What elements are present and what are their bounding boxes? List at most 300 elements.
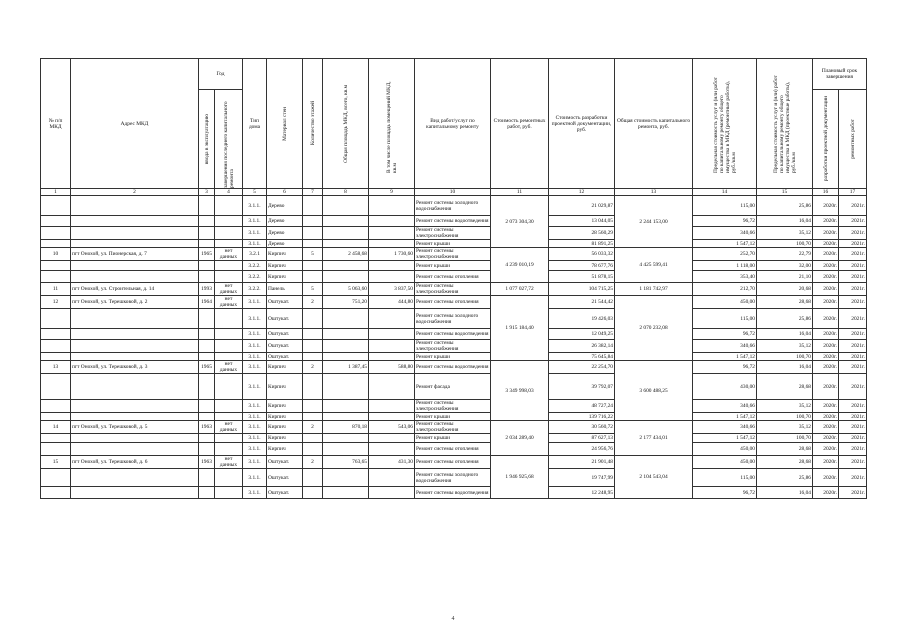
table-cell: Панель bbox=[267, 283, 303, 296]
total-cost-total: 4 425 599,41 bbox=[615, 248, 693, 283]
table-cell bbox=[71, 469, 199, 487]
table-cell: 340,66 bbox=[693, 227, 757, 240]
table-cell: 139 716,22 bbox=[549, 413, 615, 421]
table-cell bbox=[323, 353, 369, 361]
table-cell: Кирпич bbox=[267, 271, 303, 283]
table-cell bbox=[199, 413, 215, 421]
table-cell bbox=[41, 271, 71, 283]
table-cell bbox=[215, 374, 243, 400]
table-cell bbox=[303, 271, 323, 283]
table-cell bbox=[323, 329, 369, 340]
table-cell: 5 bbox=[303, 248, 323, 261]
table-cell: 212,70 bbox=[693, 283, 757, 296]
table-cell: 15 bbox=[41, 456, 71, 469]
table-cell bbox=[323, 240, 369, 248]
table-cell: 2020г. bbox=[813, 400, 839, 413]
table-cell bbox=[41, 443, 71, 456]
table-cell bbox=[215, 216, 243, 227]
table-cell: 2021г. bbox=[839, 340, 867, 353]
table-cell bbox=[71, 216, 199, 227]
table-cell: Ремонт системы холодного водоснабжения bbox=[415, 309, 491, 329]
table-cell: 3.1.1. bbox=[243, 309, 267, 329]
table-cell: 2020г. bbox=[813, 261, 839, 271]
table-cell: 2021г. bbox=[839, 487, 867, 499]
table-cell: 2 bbox=[303, 296, 323, 309]
table-cell bbox=[323, 340, 369, 353]
table-cell bbox=[369, 271, 415, 283]
table-cell: 2021г. bbox=[839, 196, 867, 216]
table-cell: Ремонт фасада bbox=[415, 374, 491, 400]
table-cell: 2020г. bbox=[813, 487, 839, 499]
table-cell bbox=[71, 434, 199, 443]
table-cell bbox=[41, 216, 71, 227]
header-planned-repair: ремонтных работ bbox=[839, 90, 867, 189]
table-cell bbox=[41, 227, 71, 240]
table-cell: Ремонт системы отопления bbox=[415, 296, 491, 309]
table-cell bbox=[71, 271, 199, 283]
table-cell: Ремонт системы отопления bbox=[415, 443, 491, 456]
table-cell bbox=[199, 227, 215, 240]
table-cell: Ремонт системы отопления bbox=[415, 456, 491, 469]
table-cell: 2021г. bbox=[839, 261, 867, 271]
table-cell bbox=[303, 413, 323, 421]
table-cell bbox=[199, 216, 215, 227]
header-residential-area: В том числе площадь помещений МКД, кв.м bbox=[369, 59, 415, 189]
table-cell: 19 747,99 bbox=[549, 469, 615, 487]
table-cell: 12 049,25 bbox=[549, 329, 615, 340]
table-cell: 28,68 bbox=[757, 296, 813, 309]
table-cell: 3.1.1. bbox=[243, 296, 267, 309]
table-row bbox=[41, 283, 867, 296]
table-cell bbox=[369, 261, 415, 271]
header-work-type: Вид работ/услуг по капитальному ремонту bbox=[415, 59, 491, 189]
table-cell: 96,72 bbox=[693, 216, 757, 227]
table-cell bbox=[303, 469, 323, 487]
header-year: Год bbox=[199, 59, 243, 90]
table-cell: 2021г. bbox=[839, 227, 867, 240]
table-cell bbox=[323, 400, 369, 413]
table-cell: 2020г. bbox=[813, 271, 839, 283]
table-cell: 24 956,76 bbox=[549, 443, 615, 456]
table-cell bbox=[215, 340, 243, 353]
table-cell: 2020г. bbox=[813, 456, 839, 469]
table-cell: 2020г. bbox=[813, 227, 839, 240]
column-number: 1 bbox=[41, 189, 71, 196]
table-cell bbox=[323, 271, 369, 283]
column-number: 2 bbox=[71, 189, 199, 196]
table-row bbox=[41, 487, 867, 499]
table-cell: 2021г. bbox=[839, 374, 867, 400]
table-cell: 1 547,12 bbox=[693, 434, 757, 443]
repair-table bbox=[40, 58, 867, 499]
table-cell: 5 bbox=[303, 283, 323, 296]
total-cost-total: 2 104 543,04 bbox=[615, 456, 693, 499]
table-cell: 543,06 bbox=[369, 421, 415, 434]
table-cell: Кирпич bbox=[267, 400, 303, 413]
table-cell bbox=[369, 413, 415, 421]
cost-repair-total: 1 946 925,68 bbox=[491, 456, 549, 499]
table-cell: 2020г. bbox=[813, 443, 839, 456]
table-cell: Ремонт системы электроснабжения bbox=[415, 248, 491, 261]
table-cell: нет данных bbox=[215, 248, 243, 261]
table-cell bbox=[71, 240, 199, 248]
table-cell: 1 547,12 bbox=[693, 413, 757, 421]
table-row bbox=[41, 413, 867, 421]
table-cell bbox=[303, 196, 323, 216]
table-cell bbox=[215, 413, 243, 421]
table-cell: пгт Онохой, ул. Пионерская, д. 7 bbox=[71, 248, 199, 261]
table-cell: Ремонт системы водоотведения bbox=[415, 329, 491, 340]
column-number: 9 bbox=[369, 189, 415, 196]
table-cell: 340,66 bbox=[693, 421, 757, 434]
table-cell: 5 063,60 bbox=[323, 283, 369, 296]
table-cell bbox=[303, 329, 323, 340]
table-cell: 3.1.1. bbox=[243, 240, 267, 248]
table-cell: Ремонт системы водоотведения bbox=[415, 216, 491, 227]
table-cell: 3.1.1. bbox=[243, 469, 267, 487]
column-number: 14 bbox=[693, 189, 757, 196]
table-row bbox=[41, 309, 867, 329]
table-cell bbox=[323, 216, 369, 227]
table-cell: 3.1.1. bbox=[243, 361, 267, 374]
table-cell: 51 878,15 bbox=[549, 271, 615, 283]
table-cell bbox=[369, 353, 415, 361]
table-cell bbox=[303, 309, 323, 329]
table-cell: Ремонт крыши bbox=[415, 434, 491, 443]
header-limit-cost-design: Предельная стоимость услуг и (или) работ по капитальному ремонту общего имущества в МКД (проектные работы), руб./кв.м bbox=[757, 59, 813, 189]
table-cell bbox=[71, 374, 199, 400]
table-cell: 100,70 bbox=[757, 240, 813, 248]
table-cell bbox=[303, 353, 323, 361]
table-cell: 2020г. bbox=[813, 329, 839, 340]
table-cell: 3 837,50 bbox=[369, 283, 415, 296]
table-cell bbox=[369, 196, 415, 216]
table-cell: 96,72 bbox=[693, 487, 757, 499]
column-number-row bbox=[41, 189, 867, 196]
table-cell bbox=[71, 196, 199, 216]
table-cell: 115,00 bbox=[693, 469, 757, 487]
table-cell: 2020г. bbox=[813, 434, 839, 443]
table-row bbox=[41, 261, 867, 271]
table-cell: 430,00 bbox=[693, 374, 757, 400]
table-cell bbox=[215, 309, 243, 329]
table-cell: 21 029,87 bbox=[549, 196, 615, 216]
table-cell: 2021г. bbox=[839, 329, 867, 340]
table-cell: 1 730,60 bbox=[369, 248, 415, 261]
table-cell: Ремонт системы холодного водоснабжения bbox=[415, 196, 491, 216]
table-cell: 96,72 bbox=[693, 329, 757, 340]
table-cell: 28 560,29 bbox=[549, 227, 615, 240]
table-cell: Ремонт системы электроснабжения bbox=[415, 227, 491, 240]
table-cell: 1965 bbox=[199, 248, 215, 261]
header-year-last-repair: завершения последнего капитального ремонта bbox=[215, 90, 243, 189]
table-cell bbox=[323, 487, 369, 499]
table-cell: 3.1.1. bbox=[243, 340, 267, 353]
table-cell: 763,65 bbox=[323, 456, 369, 469]
column-number: 11 bbox=[491, 189, 549, 196]
table-cell: 3.1.1. bbox=[243, 196, 267, 216]
table-cell bbox=[71, 353, 199, 361]
table-cell: 13 044,05 bbox=[549, 216, 615, 227]
header-cost-design: Стоимость разработки проектной документации, руб. bbox=[549, 59, 615, 189]
table-cell: 2 bbox=[303, 456, 323, 469]
table-cell: Оштукат. bbox=[267, 353, 303, 361]
table-cell: 3.1.1. bbox=[243, 421, 267, 434]
table-cell: 2020г. bbox=[813, 309, 839, 329]
table-cell: 1 547,12 bbox=[693, 240, 757, 248]
table-cell: 2021г. bbox=[839, 400, 867, 413]
header-limit-cost: Предельная стоимость услуг и (или работ по капитальному ремонту общего имущества в МКД (ремонтные работы), руб./кв.м bbox=[693, 59, 757, 189]
table-cell: 30 560,72 bbox=[549, 421, 615, 434]
table-body bbox=[41, 196, 867, 499]
table-cell: 1963 bbox=[199, 421, 215, 434]
column-number: 12 bbox=[549, 189, 615, 196]
table-cell bbox=[215, 227, 243, 240]
table-row bbox=[41, 216, 867, 227]
table-cell: 25,86 bbox=[757, 196, 813, 216]
table-row bbox=[41, 361, 867, 374]
table-cell: 2021г. bbox=[839, 456, 867, 469]
table-cell: Дерево bbox=[267, 240, 303, 248]
table-cell: Ремонт системы холодного водоснабжения bbox=[415, 469, 491, 487]
column-number: 15 bbox=[757, 189, 813, 196]
table-cell: 431,30 bbox=[369, 456, 415, 469]
table-cell: 2020г. bbox=[813, 374, 839, 400]
table-cell: 35,12 bbox=[757, 400, 813, 413]
table-cell: 2020г. bbox=[813, 340, 839, 353]
table-cell: 32,00 bbox=[757, 261, 813, 271]
table-row bbox=[41, 443, 867, 456]
header-num: № п/п МКД bbox=[41, 59, 71, 189]
table-cell: 3.1.1. bbox=[243, 400, 267, 413]
total-cost-total: 2 070 232,08 bbox=[615, 296, 693, 361]
table-cell: 104 715,25 bbox=[549, 283, 615, 296]
table-cell: 2021г. bbox=[839, 469, 867, 487]
table-cell bbox=[199, 374, 215, 400]
table-cell: 3.1.1. bbox=[243, 353, 267, 361]
table-cell bbox=[199, 353, 215, 361]
table-cell: 2021г. bbox=[839, 361, 867, 374]
table-cell: 1 547,12 bbox=[693, 353, 757, 361]
table-cell: 3.1.1. bbox=[243, 227, 267, 240]
table-cell bbox=[199, 443, 215, 456]
table-cell bbox=[199, 340, 215, 353]
table-cell: Оштукат. bbox=[267, 309, 303, 329]
table-cell: 3.2.2. bbox=[243, 271, 267, 283]
table-cell: 13 bbox=[41, 361, 71, 374]
table-cell: 2021г. bbox=[839, 296, 867, 309]
table-cell: 78 677,76 bbox=[549, 261, 615, 271]
table-cell: 2020г. bbox=[813, 240, 839, 248]
table-row bbox=[41, 271, 867, 283]
table-cell bbox=[41, 434, 71, 443]
table-cell: 2021г. bbox=[839, 283, 867, 296]
table-cell: Оштукат. bbox=[267, 329, 303, 340]
table-cell bbox=[41, 374, 71, 400]
table-cell: 75 645,84 bbox=[549, 353, 615, 361]
table-cell: 100,70 bbox=[757, 353, 813, 361]
table-cell: 12 bbox=[41, 296, 71, 309]
column-number: 4 bbox=[215, 189, 243, 196]
table-cell: 21 544,42 bbox=[549, 296, 615, 309]
table-cell: 450,00 bbox=[693, 443, 757, 456]
table-cell bbox=[199, 240, 215, 248]
table-cell: 21,10 bbox=[757, 271, 813, 283]
table-cell: 3.1.1. bbox=[243, 456, 267, 469]
table-cell bbox=[323, 413, 369, 421]
table-cell bbox=[303, 261, 323, 271]
table-cell: 22,79 bbox=[757, 248, 813, 261]
table-cell: 2 458,68 bbox=[323, 248, 369, 261]
table-cell bbox=[323, 261, 369, 271]
table-cell: 2021г. bbox=[839, 443, 867, 456]
page-number: 4 bbox=[451, 616, 455, 622]
table-cell bbox=[71, 261, 199, 271]
document-page bbox=[40, 58, 866, 583]
table-row bbox=[41, 353, 867, 361]
table-cell: 3.1.1. bbox=[243, 434, 267, 443]
table-cell: 3.1.1. bbox=[243, 413, 267, 421]
table-cell bbox=[369, 434, 415, 443]
table-cell bbox=[323, 309, 369, 329]
table-cell bbox=[41, 309, 71, 329]
table-cell bbox=[369, 443, 415, 456]
table-cell: Оштукат. bbox=[267, 296, 303, 309]
table-cell bbox=[41, 353, 71, 361]
table-cell: 28,68 bbox=[757, 443, 813, 456]
table-cell: 56 033,32 bbox=[549, 248, 615, 261]
table-cell bbox=[323, 443, 369, 456]
table-cell: 751,20 bbox=[323, 296, 369, 309]
table-cell bbox=[199, 434, 215, 443]
table-cell: 100,70 bbox=[757, 413, 813, 421]
header-cost-repair: Стоимость ремонтных работ, руб. bbox=[491, 59, 549, 189]
table-cell: пгт Онохой, ул. Терешковой, д. 5 bbox=[71, 421, 199, 434]
table-cell bbox=[323, 196, 369, 216]
table-cell: Ремонт крыши bbox=[415, 261, 491, 271]
table-row bbox=[41, 421, 867, 434]
table-cell: 2020г. bbox=[813, 421, 839, 434]
total-cost-total: 2 244 153,00 bbox=[615, 196, 693, 248]
table-cell: 2021г. bbox=[839, 240, 867, 248]
table-cell bbox=[369, 400, 415, 413]
table-cell: Ремонт системы электроснабжения bbox=[415, 340, 491, 353]
table-cell bbox=[41, 261, 71, 271]
table-cell: 1963 bbox=[199, 456, 215, 469]
table-cell: 35,12 bbox=[757, 340, 813, 353]
table-cell bbox=[369, 469, 415, 487]
table-cell bbox=[303, 487, 323, 499]
table-cell: 3.1.1. bbox=[243, 443, 267, 456]
column-number: 3 bbox=[199, 189, 215, 196]
table-cell bbox=[369, 227, 415, 240]
table-cell bbox=[215, 469, 243, 487]
table-cell: 1993 bbox=[199, 283, 215, 296]
table-cell: 3.1.1. bbox=[243, 374, 267, 400]
header-planned-design: разработки проектной документации bbox=[813, 90, 839, 189]
table-cell: 2021г. bbox=[839, 309, 867, 329]
table-cell bbox=[41, 329, 71, 340]
table-cell: Ремонт системы электроснабжения bbox=[415, 421, 491, 434]
cost-repair-total: 4 239 010,19 bbox=[491, 248, 549, 283]
table-cell: 39 792,07 bbox=[549, 374, 615, 400]
column-number: 7 bbox=[303, 189, 323, 196]
table-cell: 2020г. bbox=[813, 283, 839, 296]
table-row bbox=[41, 469, 867, 487]
table-cell bbox=[199, 309, 215, 329]
table-cell: 1 077 027,72 bbox=[491, 283, 549, 296]
table-cell bbox=[215, 487, 243, 499]
table-cell bbox=[215, 353, 243, 361]
table-row bbox=[41, 248, 867, 261]
table-cell: Кирпич bbox=[267, 361, 303, 374]
table-cell: 2020г. bbox=[813, 361, 839, 374]
table-cell: 20,68 bbox=[757, 283, 813, 296]
table-cell: 81 891,25 bbox=[549, 240, 615, 248]
table-cell bbox=[215, 271, 243, 283]
table-cell bbox=[71, 487, 199, 499]
table-cell bbox=[215, 240, 243, 248]
table-cell bbox=[369, 329, 415, 340]
table-cell: 21 901,48 bbox=[549, 456, 615, 469]
table-cell: 2020г. bbox=[813, 469, 839, 487]
table-cell bbox=[303, 240, 323, 248]
table-cell: нет данных bbox=[215, 456, 243, 469]
table-cell: 2021г. bbox=[839, 421, 867, 434]
table-cell: 16,04 bbox=[757, 487, 813, 499]
table-cell: Кирпич bbox=[267, 374, 303, 400]
table-cell: 2020г. bbox=[813, 248, 839, 261]
table-cell: Ремонт системы отопления bbox=[415, 271, 491, 283]
table-cell: 2020г. bbox=[813, 296, 839, 309]
table-cell bbox=[71, 309, 199, 329]
table-cell: 14 bbox=[41, 421, 71, 434]
table-cell bbox=[323, 227, 369, 240]
table-cell: пгт Онохой, ул. Терешковой, д. 2 bbox=[71, 296, 199, 309]
table-cell: 252,70 bbox=[693, 248, 757, 261]
table-cell bbox=[303, 374, 323, 400]
table-cell: 1965 bbox=[199, 361, 215, 374]
table-cell bbox=[369, 216, 415, 227]
table-cell: Кирпич bbox=[267, 421, 303, 434]
table-row bbox=[41, 240, 867, 248]
table-cell: Кирпич bbox=[267, 248, 303, 261]
table-cell: пгт Онохой, ул. Терешковой, д. 6 bbox=[71, 456, 199, 469]
table-cell: Кирпич bbox=[267, 443, 303, 456]
table-cell: Ремонт крыши bbox=[415, 240, 491, 248]
table-cell: 2021г. bbox=[839, 271, 867, 283]
table-cell: 48 727,24 bbox=[549, 400, 615, 413]
table-cell: 2020г. bbox=[813, 353, 839, 361]
table-cell: нет данных bbox=[215, 283, 243, 296]
table-cell: 35,12 bbox=[757, 227, 813, 240]
table-cell: Ремонт системы электроснабжения bbox=[415, 283, 491, 296]
table-cell: Ремонт крыши bbox=[415, 413, 491, 421]
header-address: Адрес МКД bbox=[71, 59, 199, 189]
table-cell: 11 bbox=[41, 283, 71, 296]
table-cell: 22 254,70 bbox=[549, 361, 615, 374]
table-cell bbox=[199, 271, 215, 283]
table-cell bbox=[303, 434, 323, 443]
header-total-cost: Общая стоимость капитального ремонта, руб. bbox=[615, 59, 693, 189]
table-cell: Оштукат. bbox=[267, 487, 303, 499]
table-cell: пгт Онохой, ул. Терешковой, д. 3 bbox=[71, 361, 199, 374]
table-cell: Ремонт системы электроснабжения bbox=[415, 400, 491, 413]
table-cell: Дерево bbox=[267, 227, 303, 240]
table-cell: 3.1.1. bbox=[243, 487, 267, 499]
table-cell: Оштукат. bbox=[267, 456, 303, 469]
table-row bbox=[41, 329, 867, 340]
